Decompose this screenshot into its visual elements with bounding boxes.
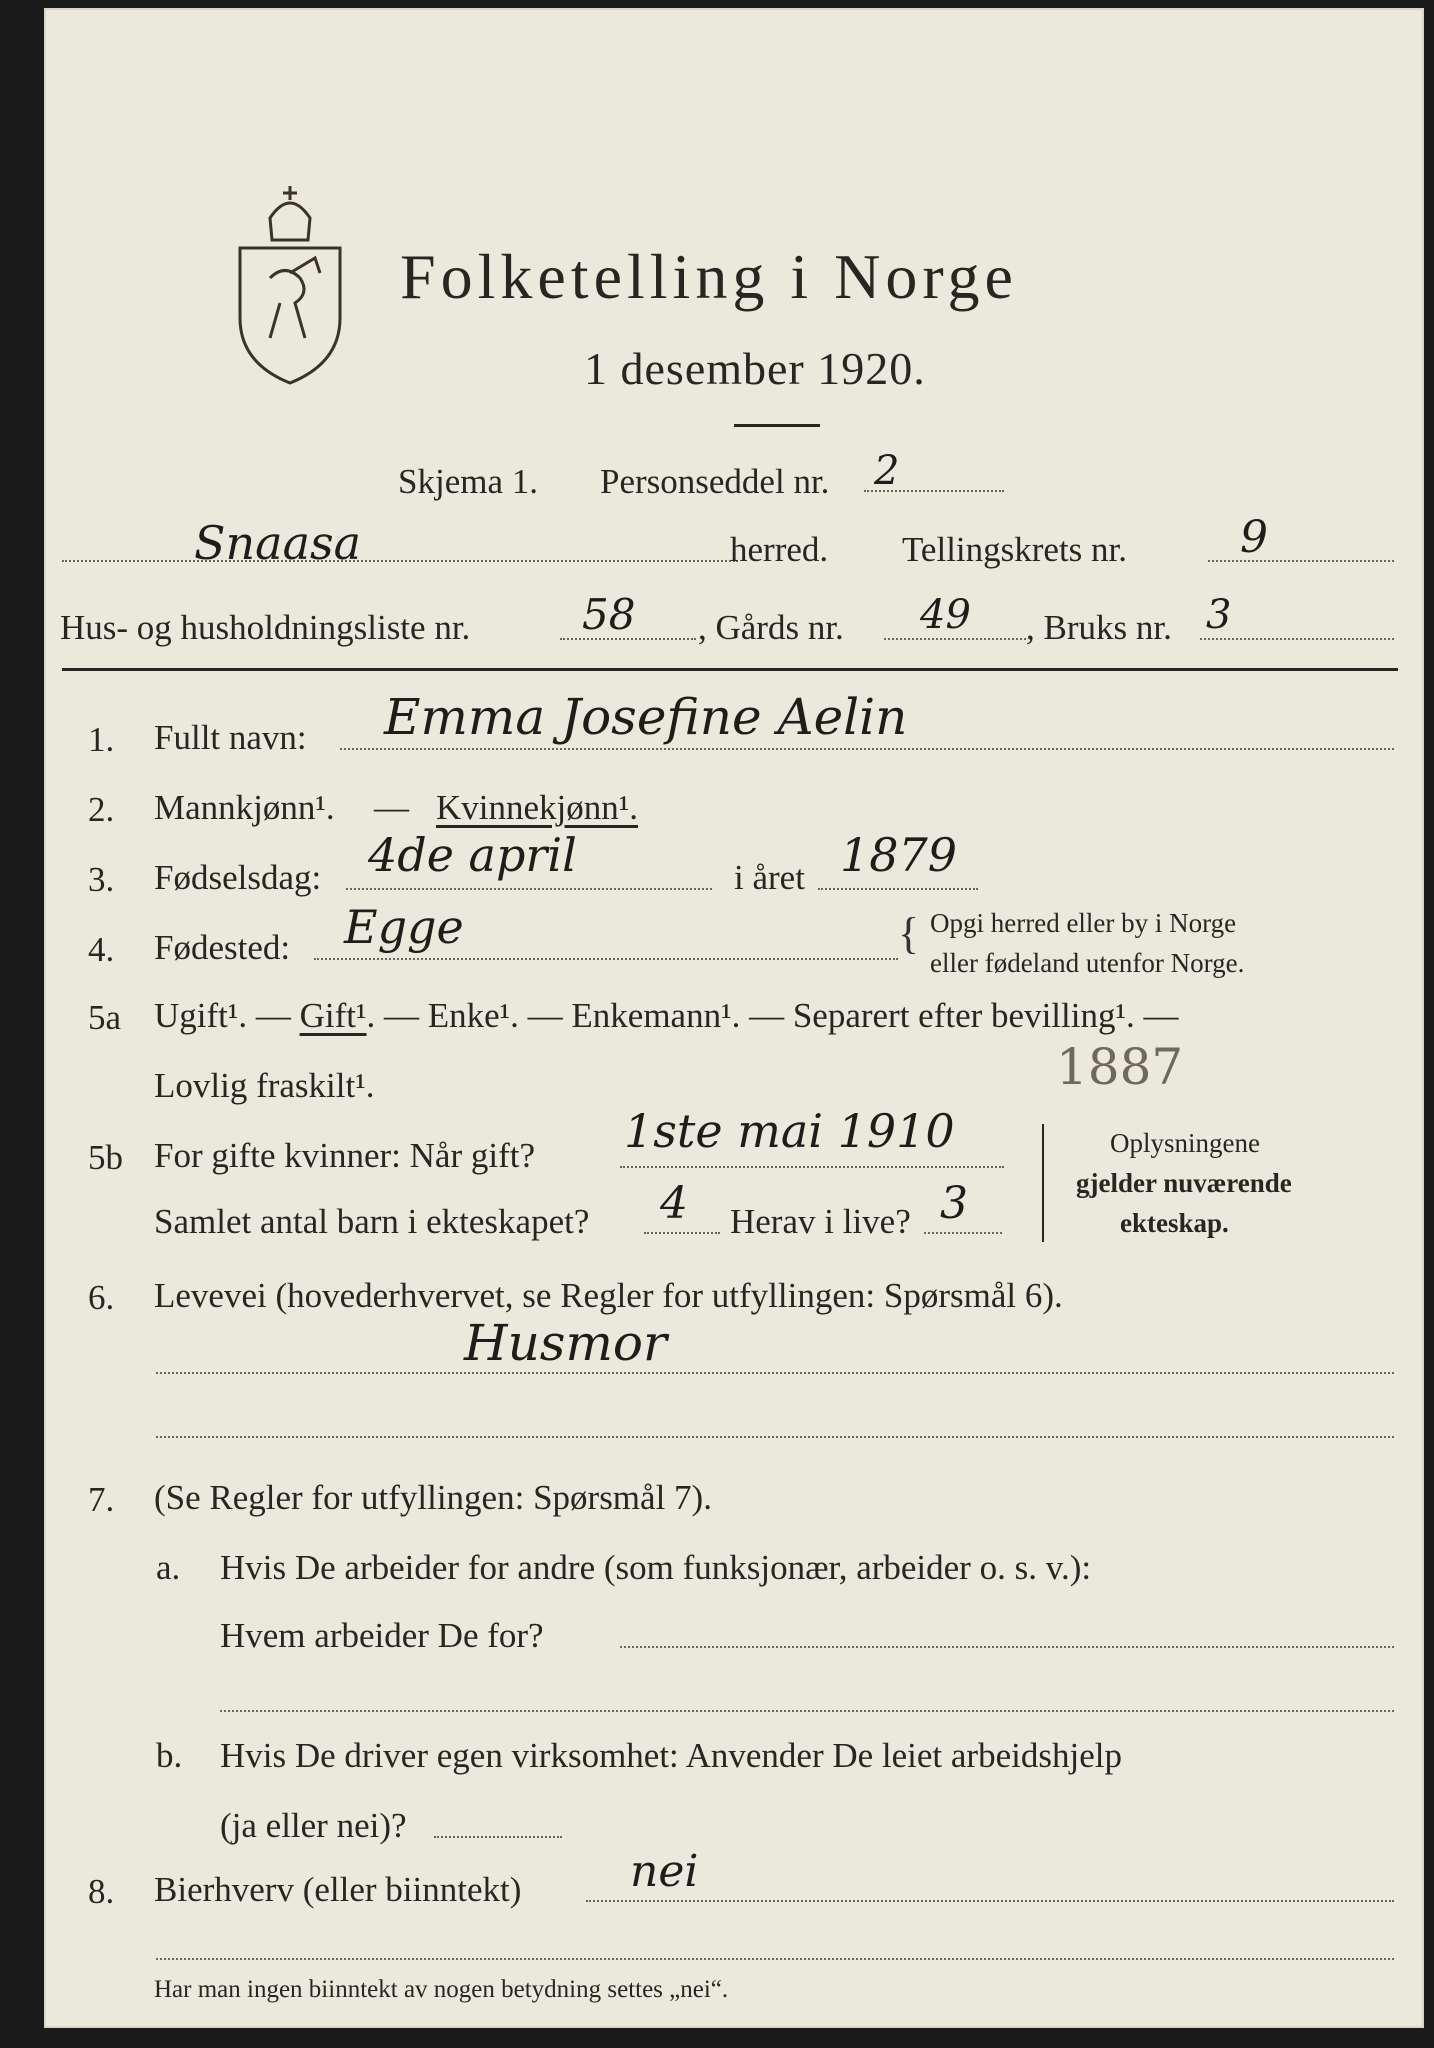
occupation-field-2[interactable] xyxy=(156,1436,1394,1438)
title-divider xyxy=(734,424,820,427)
children-alive-value: 3 xyxy=(940,1178,968,1229)
gards-value: 49 xyxy=(920,592,971,638)
birth-year-field[interactable] xyxy=(818,888,978,890)
q5a-margin-note: 1887 xyxy=(1056,1038,1184,1096)
employer-field-2[interactable] xyxy=(220,1710,1394,1712)
children-total-value: 4 xyxy=(660,1178,688,1229)
q7-number: 7. xyxy=(88,1480,115,1519)
personseddel-value: 2 xyxy=(874,448,900,494)
hired-help-field[interactable] xyxy=(434,1836,562,1838)
full-name-field[interactable] xyxy=(340,748,1394,750)
gift-option[interactable]: Gift¹ xyxy=(299,996,367,1035)
q3-label: Fødselsdag: xyxy=(154,858,322,897)
q5b-alive-label: Herav i live? xyxy=(730,1202,911,1241)
skjema-label: Skjema 1. xyxy=(398,462,538,501)
q5b-note-line2: gjelder nuværende xyxy=(1076,1168,1292,1198)
side-income-field-2[interactable] xyxy=(156,1958,1394,1960)
birthday-field[interactable] xyxy=(346,888,712,890)
tellingskrets-label: Tellingskrets nr. xyxy=(902,530,1128,569)
year-label: i året xyxy=(734,858,805,897)
q4-label: Fødested: xyxy=(154,928,291,967)
hus-value: 58 xyxy=(582,590,636,639)
q5a-number: 5a xyxy=(88,998,122,1037)
form-date: 1 desember 1920. xyxy=(584,343,926,394)
q8-number: 8. xyxy=(88,1872,115,1911)
q7a-line1: Hvis De arbeider for andre (som funksjonær, arbeider o. s. v.): xyxy=(220,1548,1092,1587)
bruks-field[interactable] xyxy=(1200,638,1394,640)
birthday-value: 4de april xyxy=(368,828,577,882)
personseddel-label: Personseddel nr. xyxy=(600,462,830,501)
bruks-label: , Bruks nr. xyxy=(1026,608,1172,647)
header-divider xyxy=(62,668,1398,671)
herred-value: Snaasa xyxy=(194,516,362,570)
q5b-bracket xyxy=(1042,1124,1044,1242)
hus-label: Hus- og husholdningsliste nr. xyxy=(60,608,471,647)
q4-brace: { xyxy=(898,909,920,958)
q6-number: 6. xyxy=(88,1278,115,1317)
herred-label: herred. xyxy=(730,530,829,569)
q5a-line2[interactable]: Lovlig fraskilt¹. xyxy=(154,1066,375,1105)
tellingskrets-value: 9 xyxy=(1240,512,1268,563)
q7b-line1: Hvis De driver egen virksomhet: Anvender De leiet arbeidshjelp xyxy=(220,1736,1122,1775)
q7b-letter: b. xyxy=(156,1736,183,1775)
ugift-option[interactable]: Ugift¹. — xyxy=(154,996,300,1035)
birthplace-value: Egge xyxy=(344,900,464,954)
q1-label: Fullt navn: xyxy=(154,718,307,757)
children-total-field[interactable] xyxy=(644,1232,720,1234)
kvinne-option[interactable]: Kvinnekjønn¹. xyxy=(436,788,639,827)
employer-field[interactable] xyxy=(620,1646,1394,1648)
children-alive-field[interactable] xyxy=(924,1232,1002,1234)
married-date-field[interactable] xyxy=(620,1166,1004,1168)
q5b-number: 5b xyxy=(88,1138,123,1177)
q4-note-line2: eller fødeland utenfor Norge. xyxy=(930,948,1245,978)
q5b-married-label: For gifte kvinner: Når gift? xyxy=(154,1136,536,1175)
q5a-line1 xyxy=(154,998,1178,1033)
side-income-field[interactable] xyxy=(586,1900,1394,1902)
q6-label: Levevei (hovederhvervet, se Regler for utfyllingen: Spørsmål 6). xyxy=(154,1276,1063,1315)
q7a-line2: Hvem arbeider De for? xyxy=(220,1616,544,1655)
occupation-value: Husmor xyxy=(464,1314,667,1372)
full-name-value: Emma Josefine Aelin xyxy=(384,688,908,746)
q1-number: 1. xyxy=(88,720,115,759)
q2-number: 2. xyxy=(88,790,115,829)
q7b-line2: (ja eller nei)? xyxy=(220,1806,407,1845)
q2-dash: — xyxy=(374,788,409,827)
gards-field[interactable] xyxy=(884,638,1026,640)
birthplace-field[interactable] xyxy=(314,958,898,960)
norway-coat-of-arms-icon xyxy=(230,178,350,388)
q3-number: 3. xyxy=(88,860,115,899)
q5b-note-line3: ekteskap. xyxy=(1120,1208,1229,1238)
mann-option[interactable]: Mannkjønn¹. xyxy=(154,788,335,827)
q4-note-line1: Opgi herred eller by i Norge xyxy=(930,908,1237,938)
q8-label: Bierhverv (eller biinntekt) xyxy=(154,1870,522,1909)
q5b-children-label: Samlet antal barn i ekteskapet? xyxy=(154,1202,590,1241)
gards-label: , Gårds nr. xyxy=(698,608,844,647)
q5b-note-line1: Oplysningene xyxy=(1110,1128,1260,1158)
q4-number: 4. xyxy=(88,930,115,969)
birth-year-value: 1879 xyxy=(840,828,958,882)
q5a-other-options[interactable]: . — Enke¹. — Enkemann¹. — Separert efter bevilling¹. — xyxy=(366,996,1179,1035)
q7a-letter: a. xyxy=(156,1548,181,1587)
side-income-value: nei xyxy=(630,1846,699,1897)
married-date-value: 1ste mai 1910 xyxy=(624,1104,955,1158)
bruks-value: 3 xyxy=(1206,592,1232,638)
occupation-field[interactable] xyxy=(156,1372,1394,1374)
tellingskrets-field[interactable] xyxy=(1208,560,1394,562)
census-form-page xyxy=(44,8,1424,2028)
form-title: Folketelling i Norge xyxy=(400,241,1018,312)
footer-note: Har man ingen biinntekt av nogen betydning settes „nei“. xyxy=(154,1976,729,2003)
herred-field[interactable] xyxy=(62,560,738,562)
q7-label: (Se Regler for utfyllingen: Spørsmål 7). xyxy=(154,1478,712,1517)
